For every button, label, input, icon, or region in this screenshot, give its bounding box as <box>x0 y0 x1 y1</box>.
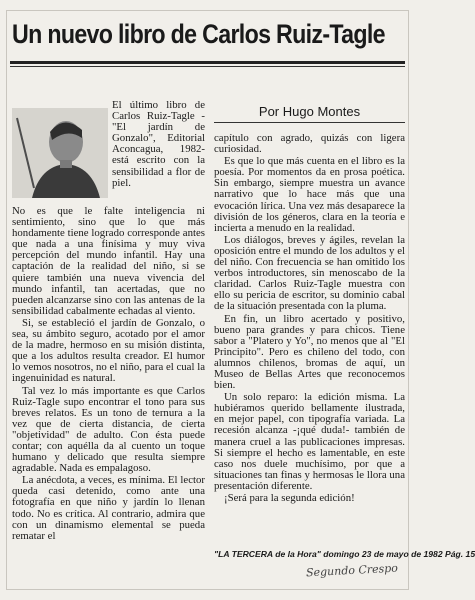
left-paragraph: Tal vez lo más importante es que Carlos Ruiz-Tagle supo encontrar el tono para sus breves relatos. Es un tono de ternura a la vez que de cierta distancia, de cierta "objetividad" de adulto. Con ésta puede contar; con aquélla da al cuento un toque humano y delicado que resulta siempre agradable. Nada es empalagoso. <box>12 384 205 475</box>
left-paragraph: Si, se estableció el jardín de Gonzalo, o sea, su ámbito seguro, acotado por el amor de la madre, hermoso en su misión distinta, que a los adultos resulta creador. El humor lo vemos nosotros, no el niño, para el cual la ingenuinidad es natural. <box>12 316 205 385</box>
right-paragraph: capítulo con agrado, quizás con ligera curiosidad. <box>214 132 405 156</box>
left-paragraph: La anécdota, a veces, es mínima. El lector queda casi detenido, como ante una fotografía en que niño y jardín lo llenan todo. No es crítica. Al contrario, admira que con un dinamismo elemental se pueda rematar el <box>12 474 205 542</box>
handwritten-signature <box>300 560 400 584</box>
intro-column <box>112 100 205 190</box>
byline: Por Hugo Montes <box>258 104 361 119</box>
right-paragraph: Los diálogos, breves y ágiles, revelan la oposición entre el mundo de los adultos y el del niño. Con frecuencia se han omitido los verbos introductores, sin menoscabo de la claridad. Carlos Ruiz-Tagle muestra con ello su pericia de escritor, su dominio cabal de la situación presentada con la pluma. <box>214 233 405 313</box>
source-citation: "LA TERCERA de la Hora" domingo 23 de mayo de 1982 Pág. 15 <box>214 549 475 559</box>
right-paragraph: En fin, un libro acertado y positivo, bueno para grandes y para chicos. Tiene sabor a "Platero y Yo", no menos que al "El Principito". Pero es chileno del todo, con alumnos chilenos, bromas de aquí, un Museo de Bellas Artes que reconocemos bien. <box>214 312 405 392</box>
left-column <box>12 206 205 543</box>
byline-rule <box>214 122 405 123</box>
left-paragraph: No es que le falte inteligencia ni sentimiento, sino que lo que más hondamente tiene logrado corresponde antes que nada a una finísima y muy viva percepción del mundo infantil. Hay una captación de la realidad del niño, si se quiere también una nueva vivencia del mundo infantil, tan acertadas, que no pueden alcanzarse sino con las antenas de la sensibilidad cabalmente echadas al viento. <box>12 205 205 317</box>
right-paragraph: Un solo reparo: la edición misma. La hubiéramos querido bellamente ilustrada, en mejor papel, con tipografía variada. La recesión alcanza -¡qué duda!- también de manera cruel a las publicaciones impresas. Si siempre el hecho es lamentable, en este caso nos duele muchísimo, por que a situaciones tan finas y hermosas le llora una presentación diferente. <box>214 391 405 492</box>
headline-rule <box>10 61 405 64</box>
portrait-image <box>12 108 108 198</box>
author-portrait <box>12 108 108 198</box>
headline: Un nuevo libro de Carlos Ruiz-Tagle <box>12 19 385 49</box>
signature-text: Segundo Crespo <box>305 561 399 580</box>
right-column <box>214 133 405 505</box>
right-paragraph: ¡Será para la segunda edición! <box>224 492 355 504</box>
right-paragraph: Es que lo que más cuenta en el libro es la poesía. Por momentos da en prosa poética. Sin embargo, siempre muestra un avance narrativo que lo hace más que una evocación lírica. Una vez más desaparece la división de los géneros, clara en la teoría e incierta a menudo en la realidad. <box>214 155 405 234</box>
intro-paragraph: El último libro de Carlos Ruiz-Tagle -"El jardín de Gonzalo", Editorial Aconcagua, 1982- está escrito con la sensibilidad a flor de piel. <box>112 99 205 189</box>
headline-rule-thin <box>10 66 405 67</box>
